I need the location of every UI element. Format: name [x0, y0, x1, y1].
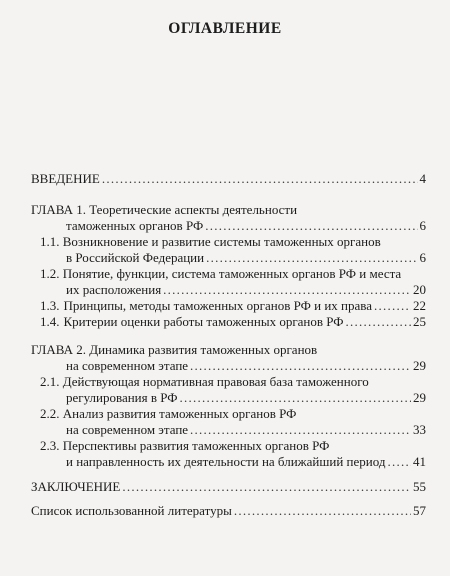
leader-dots — [190, 358, 411, 374]
toc-entry-label: таможенных органов РФ — [66, 218, 204, 233]
toc-page-number: 20 — [413, 282, 426, 297]
toc-entry-label: и направленность их деятельности на ближайший период — [66, 454, 386, 469]
toc-entry-section-2-2-line1 — [40, 406, 296, 422]
toc-entry-label: Возникновение и развитие системы таможенных органов — [62, 234, 381, 249]
toc-page-number: 55 — [413, 479, 426, 494]
leader-dots — [122, 479, 411, 495]
leader-dots — [163, 282, 411, 298]
toc-entry-label: Понятие, функции, система таможенных органов РФ и места — [62, 266, 402, 281]
toc-entry-section-1-2-line1 — [40, 266, 401, 282]
leader-dots — [234, 503, 411, 519]
leader-dots — [346, 314, 411, 330]
toc-entry-section-2-2 — [66, 422, 426, 438]
section-number: 2.1. — [40, 374, 60, 389]
toc-entry-chapter2-line1: ГЛАВА 2. Динамика развития таможенных органов — [31, 342, 318, 357]
toc-entry-conclusion — [31, 479, 426, 495]
toc-entry-section-1-1 — [66, 250, 426, 266]
toc-entry-section-1-3 — [40, 298, 426, 314]
leader-dots — [387, 454, 411, 470]
toc-entry-label: регулирования в РФ — [66, 390, 178, 405]
toc-page-number: 22 — [413, 298, 426, 313]
toc-page-number: 57 — [413, 503, 426, 518]
toc-page-number: 6 — [419, 250, 426, 265]
toc-entry-section-1-2 — [66, 282, 426, 298]
toc-entry-label: на современном этапе — [66, 358, 189, 373]
toc-entry-section-2-3-line1 — [40, 438, 329, 454]
leader-dots — [180, 390, 411, 406]
toc-entry-label: в Российской Федерации — [66, 250, 205, 265]
toc-entry-label: Перспективы развития таможенных органов РФ — [62, 438, 330, 453]
toc-entry-section-1-1-line1 — [40, 234, 381, 250]
toc-entry-label: Принципы, методы таможенных органов РФ и их права — [63, 298, 372, 313]
toc-entry-label: на современном этапе — [66, 422, 189, 437]
leader-dots — [374, 298, 411, 314]
toc-page-number: 6 — [419, 218, 426, 233]
section-number: 1.1. — [40, 234, 60, 249]
toc-entry-label: ЗАКЛЮЧЕНИЕ — [31, 479, 121, 494]
section-number: 1.2. — [40, 266, 60, 281]
toc-entry-chapter2 — [66, 358, 426, 374]
section-number: 1.4. — [40, 314, 60, 329]
toc-entry-section-2-3 — [66, 454, 426, 470]
toc-entry-intro — [31, 171, 426, 187]
toc-entry-label: Действующая нормативная правовая база таможенного — [62, 374, 369, 389]
toc-entry-label: Критерии оценки работы таможенных органов РФ — [63, 314, 344, 329]
leader-dots — [102, 171, 418, 187]
toc-entry-label: Анализ развития таможенных органов РФ — [62, 406, 297, 421]
toc-page-number: 29 — [413, 390, 426, 405]
toc-page-number: 25 — [413, 314, 426, 329]
toc-entry-label: их расположения — [66, 282, 162, 297]
section-number: 2.2. — [40, 406, 60, 421]
leader-dots — [206, 250, 417, 266]
toc-entry-label: Список использованной литературы — [31, 503, 232, 518]
toc-entry-section-2-1-line1 — [40, 374, 369, 390]
toc-page-number: 33 — [413, 422, 426, 437]
toc-page-number: 4 — [419, 171, 426, 186]
leader-dots — [190, 422, 411, 438]
toc-entry-label: ВВЕДЕНИЕ — [31, 171, 100, 186]
toc-entry-references — [31, 503, 426, 519]
page-title: ОГЛАВЛЕНИЕ — [168, 20, 282, 37]
toc-entry-section-2-1 — [66, 390, 426, 406]
toc-page-number: 29 — [413, 358, 426, 373]
toc-entry-section-1-4 — [40, 314, 426, 330]
toc-entry-chapter1-line1: ГЛАВА 1. Теоретические аспекты деятельности — [31, 202, 298, 217]
section-number: 2.3. — [40, 438, 60, 453]
toc-entry-chapter1 — [66, 218, 426, 234]
section-number: 1.3. — [40, 298, 60, 313]
toc-page-number: 41 — [413, 454, 426, 469]
leader-dots — [205, 218, 417, 234]
